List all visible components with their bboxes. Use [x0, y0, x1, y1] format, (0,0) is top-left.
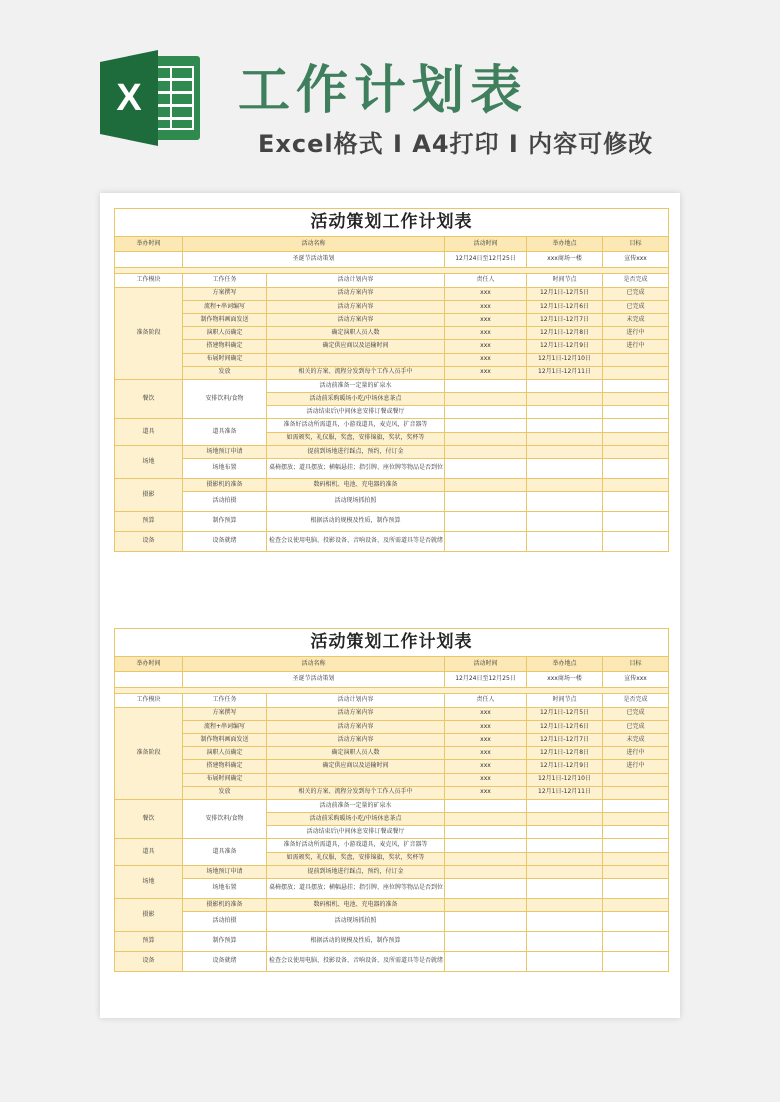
time-cell: 12月1日-12月9日	[527, 760, 603, 773]
table-row	[115, 340, 669, 353]
table-row	[115, 760, 669, 773]
time-cell: 12月1日-12月5日	[527, 287, 603, 300]
status-cell	[603, 512, 669, 532]
table-row	[115, 512, 669, 532]
status-cell	[603, 366, 669, 379]
status-cell: 已完成	[603, 707, 669, 720]
info-header: 目标	[603, 657, 669, 672]
status-cell: 已完成	[603, 287, 669, 300]
task-cell: 场地预订申请	[183, 445, 267, 458]
status-cell	[603, 899, 669, 912]
excel-logo-icon	[100, 50, 204, 146]
status-cell	[603, 813, 669, 826]
table-row	[115, 366, 669, 379]
info-value: 圣诞节活动策划	[183, 252, 445, 268]
time-cell: 12月1日-12月10日	[527, 353, 603, 366]
module-cell: 道具	[115, 419, 183, 445]
owner-cell: xxx	[445, 773, 527, 786]
status-cell	[603, 852, 669, 865]
table-row	[115, 912, 669, 932]
task-cell: 场地预订申请	[183, 865, 267, 878]
table-row	[115, 799, 669, 812]
owner-cell: xxx	[445, 747, 527, 760]
status-cell	[603, 459, 669, 479]
owner-cell	[445, 813, 527, 826]
content-cell: 活动方案内容	[267, 313, 445, 326]
task-header: 工作任务	[183, 694, 267, 707]
task-cell: 道具准备	[183, 419, 267, 445]
owner-cell	[445, 459, 527, 479]
table-row	[115, 707, 669, 720]
status-cell	[603, 952, 669, 972]
table-row	[115, 479, 669, 492]
status-cell	[603, 492, 669, 512]
status-cell: 进行中	[603, 747, 669, 760]
info-value	[115, 672, 183, 688]
task-cell: 搭建物料确定	[183, 340, 267, 353]
owner-cell	[445, 532, 527, 552]
header	[0, 0, 780, 190]
owner-cell	[445, 912, 527, 932]
content-cell: 如需颁奖，礼仪服，奖盘，安排锦旗，奖状，奖杯等	[267, 432, 445, 445]
info-value: 宣传xxx	[603, 252, 669, 268]
time-cell	[527, 445, 603, 458]
table-row	[115, 287, 669, 300]
status-cell	[603, 393, 669, 406]
info-header: 活动时间	[445, 237, 527, 252]
owner-cell: xxx	[445, 340, 527, 353]
time-cell	[527, 393, 603, 406]
task-header: 时间节点	[527, 694, 603, 707]
owner-cell	[445, 419, 527, 432]
table-row	[115, 459, 669, 479]
content-cell: 活动前准备一定量的矿泉水	[267, 379, 445, 392]
task-cell: 设备就绪	[183, 952, 267, 972]
status-cell	[603, 353, 669, 366]
content-cell: 提前到场地进行踩点，预约，付订金	[267, 445, 445, 458]
content-cell: 确定演职人员人数	[267, 327, 445, 340]
main-title: 工作计划表	[238, 61, 529, 121]
task-header: 时间节点	[527, 274, 603, 287]
plan-table	[114, 628, 669, 972]
table-row	[115, 379, 669, 392]
status-cell: 已完成	[603, 720, 669, 733]
task-cell: 制作物料画面发送	[183, 733, 267, 746]
task-header: 活动计划内容	[267, 274, 445, 287]
owner-cell	[445, 479, 527, 492]
module-cell: 设备	[115, 532, 183, 552]
status-cell	[603, 932, 669, 952]
content-cell: 桌椅摆放；道具摆放；横幅悬挂；指引牌、座位牌等物品是否到位	[267, 879, 445, 899]
content-cell: 如需颁奖，礼仪服，奖盘，安排锦旗，奖状，奖杯等	[267, 852, 445, 865]
info-header: 举办时间	[115, 237, 183, 252]
task-header: 工作模块	[115, 694, 183, 707]
table-row	[115, 532, 669, 552]
time-cell	[527, 479, 603, 492]
time-cell: 12月1日-12月7日	[527, 733, 603, 746]
table-row	[115, 492, 669, 512]
info-header: 目标	[603, 237, 669, 252]
content-cell: 相关的方案、流程分发到每个工作人员手中	[267, 786, 445, 799]
sheet-title: 活动策划工作计划表	[115, 209, 669, 237]
status-cell: 未完成	[603, 313, 669, 326]
table-row	[115, 786, 669, 799]
status-cell	[603, 432, 669, 445]
task-header: 是否完成	[603, 694, 669, 707]
content-cell: 数码相机、电池、充电器的准备	[267, 479, 445, 492]
status-cell	[603, 879, 669, 899]
module-cell: 预算	[115, 932, 183, 952]
content-cell: 检查会议使用电脑、投影设备、音响设备、及所需道具等是否就绪	[267, 952, 445, 972]
table-row	[115, 733, 669, 746]
task-header: 活动计划内容	[267, 694, 445, 707]
status-cell	[603, 865, 669, 878]
time-cell: 12月1日-12月9日	[527, 340, 603, 353]
content-cell: 准备好活动所需道具，小游戏道具，麦克风，扩音器等	[267, 839, 445, 852]
task-cell: 流程+串词编写	[183, 720, 267, 733]
module-cell: 摄影	[115, 899, 183, 932]
owner-cell	[445, 879, 527, 899]
task-header: 是否完成	[603, 274, 669, 287]
task-cell: 发放	[183, 366, 267, 379]
owner-cell	[445, 826, 527, 839]
status-cell: 进行中	[603, 340, 669, 353]
task-cell: 活动拍摄	[183, 912, 267, 932]
time-cell	[527, 379, 603, 392]
content-cell: 活动前准备一定量的矿泉水	[267, 799, 445, 812]
status-cell: 进行中	[603, 327, 669, 340]
time-cell: 12月1日-12月7日	[527, 313, 603, 326]
content-cell: 确定供应商以及运输时间	[267, 760, 445, 773]
task-cell: 道具准备	[183, 839, 267, 865]
sheet-2	[114, 628, 668, 972]
content-cell: 活动前采购暖场小吃/中场休息茶点	[267, 393, 445, 406]
table-row	[115, 327, 669, 340]
owner-cell	[445, 952, 527, 972]
info-value: xxx商场一楼	[527, 672, 603, 688]
content-cell: 桌椅摆放；道具摆放；横幅悬挂；指引牌、座位牌等物品是否到位	[267, 459, 445, 479]
time-cell: 12月1日-12月10日	[527, 773, 603, 786]
task-cell: 摄影机的准备	[183, 899, 267, 912]
status-cell: 未完成	[603, 733, 669, 746]
time-cell	[527, 492, 603, 512]
table-row	[115, 353, 669, 366]
content-cell: 活动结束后\中间休息安排订餐或餐厅	[267, 826, 445, 839]
table-row	[115, 445, 669, 458]
status-cell	[603, 419, 669, 432]
info-value: 12月24日至12月25日	[445, 252, 527, 268]
content-cell: 检查会议使用电脑、投影设备、音响设备、及所需道具等是否就绪	[267, 532, 445, 552]
sub-title: Excel格式 I A4打印 I 内容可修改	[258, 130, 654, 158]
time-cell	[527, 952, 603, 972]
time-cell	[527, 512, 603, 532]
task-cell: 发放	[183, 786, 267, 799]
status-cell	[603, 912, 669, 932]
task-cell: 方案撰写	[183, 287, 267, 300]
content-cell: 活动方案内容	[267, 300, 445, 313]
info-value: 圣诞节活动策划	[183, 672, 445, 688]
status-cell: 已完成	[603, 300, 669, 313]
task-cell: 演职人员确定	[183, 327, 267, 340]
task-cell: 场地布置	[183, 459, 267, 479]
task-cell: 布展时间确定	[183, 773, 267, 786]
task-cell: 场地布置	[183, 879, 267, 899]
task-header: 工作模块	[115, 274, 183, 287]
task-header: 责任人	[445, 694, 527, 707]
table-row	[115, 899, 669, 912]
time-cell: 12月1日-12月8日	[527, 747, 603, 760]
table-row	[115, 300, 669, 313]
time-cell: 12月1日-12月8日	[527, 327, 603, 340]
owner-cell: xxx	[445, 287, 527, 300]
content-cell: 活动方案内容	[267, 287, 445, 300]
task-cell: 制作预算	[183, 932, 267, 952]
content-cell: 活动现场抓拍照	[267, 492, 445, 512]
module-cell: 餐饮	[115, 379, 183, 419]
task-cell: 摄影机的准备	[183, 479, 267, 492]
owner-cell: xxx	[445, 366, 527, 379]
time-cell: 12月1日-12月5日	[527, 707, 603, 720]
table-row	[115, 720, 669, 733]
table-row	[115, 879, 669, 899]
table-row	[115, 932, 669, 952]
task-cell: 安排饮料/食物	[183, 799, 267, 839]
owner-cell: xxx	[445, 313, 527, 326]
owner-cell: xxx	[445, 733, 527, 746]
owner-cell: xxx	[445, 720, 527, 733]
content-cell: 根据活动的规模及性质，制作预算	[267, 512, 445, 532]
task-cell: 方案撰写	[183, 707, 267, 720]
owner-cell	[445, 839, 527, 852]
owner-cell	[445, 445, 527, 458]
owner-cell: xxx	[445, 300, 527, 313]
module-cell: 准备阶段	[115, 287, 183, 379]
owner-cell: xxx	[445, 760, 527, 773]
task-header: 工作任务	[183, 274, 267, 287]
owner-cell	[445, 393, 527, 406]
info-header: 活动名称	[183, 657, 445, 672]
logo-letter: X	[116, 77, 142, 119]
content-cell: 确定演职人员人数	[267, 747, 445, 760]
content-cell: 准备好活动所需道具，小游戏道具，麦克风，扩音器等	[267, 419, 445, 432]
time-cell: 12月1日-12月6日	[527, 720, 603, 733]
task-header: 责任人	[445, 274, 527, 287]
info-value: 12月24日至12月25日	[445, 672, 527, 688]
content-cell	[267, 773, 445, 786]
plan-table	[114, 208, 669, 552]
owner-cell	[445, 852, 527, 865]
table-row	[115, 865, 669, 878]
task-cell: 设备就绪	[183, 532, 267, 552]
time-cell	[527, 459, 603, 479]
content-cell	[267, 353, 445, 366]
module-cell: 摄影	[115, 479, 183, 512]
content-cell: 根据活动的规模及性质，制作预算	[267, 932, 445, 952]
info-header: 活动时间	[445, 657, 527, 672]
owner-cell	[445, 406, 527, 419]
owner-cell: xxx	[445, 707, 527, 720]
task-cell: 演职人员确定	[183, 747, 267, 760]
time-cell: 12月1日-12月11日	[527, 786, 603, 799]
time-cell	[527, 865, 603, 878]
task-cell: 布展时间确定	[183, 353, 267, 366]
sheet-1	[114, 208, 668, 552]
time-cell	[527, 419, 603, 432]
sheet-title: 活动策划工作计划表	[115, 629, 669, 657]
time-cell	[527, 532, 603, 552]
time-cell	[527, 852, 603, 865]
time-cell	[527, 826, 603, 839]
time-cell	[527, 432, 603, 445]
time-cell: 12月1日-12月6日	[527, 300, 603, 313]
task-cell: 活动拍摄	[183, 492, 267, 512]
time-cell	[527, 406, 603, 419]
owner-cell	[445, 432, 527, 445]
module-cell: 准备阶段	[115, 707, 183, 799]
owner-cell	[445, 492, 527, 512]
owner-cell	[445, 899, 527, 912]
content-cell: 活动方案内容	[267, 733, 445, 746]
owner-cell: xxx	[445, 353, 527, 366]
owner-cell: xxx	[445, 327, 527, 340]
task-cell: 制作预算	[183, 512, 267, 532]
table-row	[115, 747, 669, 760]
owner-cell	[445, 512, 527, 532]
status-cell	[603, 786, 669, 799]
status-cell	[603, 799, 669, 812]
info-header: 举办地点	[527, 237, 603, 252]
content-cell: 提前到场地进行踩点，预约，付订金	[267, 865, 445, 878]
status-cell: 进行中	[603, 760, 669, 773]
status-cell	[603, 406, 669, 419]
status-cell	[603, 379, 669, 392]
info-header: 举办时间	[115, 657, 183, 672]
module-cell: 道具	[115, 839, 183, 865]
info-value	[115, 252, 183, 268]
module-cell: 餐饮	[115, 799, 183, 839]
status-cell	[603, 826, 669, 839]
content-cell: 活动前采购暖场小吃/中场休息茶点	[267, 813, 445, 826]
owner-cell	[445, 865, 527, 878]
content-cell: 活动结束后\中间休息安排订餐或餐厅	[267, 406, 445, 419]
time-cell	[527, 879, 603, 899]
module-cell: 设备	[115, 952, 183, 972]
owner-cell: xxx	[445, 786, 527, 799]
time-cell	[527, 799, 603, 812]
status-cell	[603, 445, 669, 458]
task-cell: 搭建物料确定	[183, 760, 267, 773]
status-cell	[603, 839, 669, 852]
owner-cell	[445, 379, 527, 392]
info-header: 活动名称	[183, 237, 445, 252]
time-cell: 12月1日-12月11日	[527, 366, 603, 379]
table-row	[115, 313, 669, 326]
time-cell	[527, 899, 603, 912]
module-cell: 场地	[115, 865, 183, 898]
time-cell	[527, 932, 603, 952]
content-cell: 相关的方案、流程分发到每个工作人员手中	[267, 366, 445, 379]
info-value: 宣传xxx	[603, 672, 669, 688]
task-cell: 安排饮料/食物	[183, 379, 267, 419]
content-cell: 确定供应商以及运输时间	[267, 340, 445, 353]
owner-cell	[445, 932, 527, 952]
info-value: xxx商场一楼	[527, 252, 603, 268]
status-cell	[603, 532, 669, 552]
time-cell	[527, 912, 603, 932]
table-row	[115, 773, 669, 786]
content-cell: 活动方案内容	[267, 707, 445, 720]
table-row	[115, 839, 669, 852]
owner-cell	[445, 799, 527, 812]
content-cell: 活动现场抓拍照	[267, 912, 445, 932]
content-cell: 数码相机、电池、充电器的准备	[267, 899, 445, 912]
task-cell: 流程+串词编写	[183, 300, 267, 313]
status-cell	[603, 479, 669, 492]
content-cell: 活动方案内容	[267, 720, 445, 733]
info-header: 举办地点	[527, 657, 603, 672]
time-cell	[527, 813, 603, 826]
status-cell	[603, 773, 669, 786]
paper-preview	[100, 193, 680, 1018]
task-cell: 制作物料画面发送	[183, 313, 267, 326]
module-cell: 预算	[115, 512, 183, 532]
time-cell	[527, 839, 603, 852]
table-row	[115, 952, 669, 972]
module-cell: 场地	[115, 445, 183, 478]
table-row	[115, 419, 669, 432]
